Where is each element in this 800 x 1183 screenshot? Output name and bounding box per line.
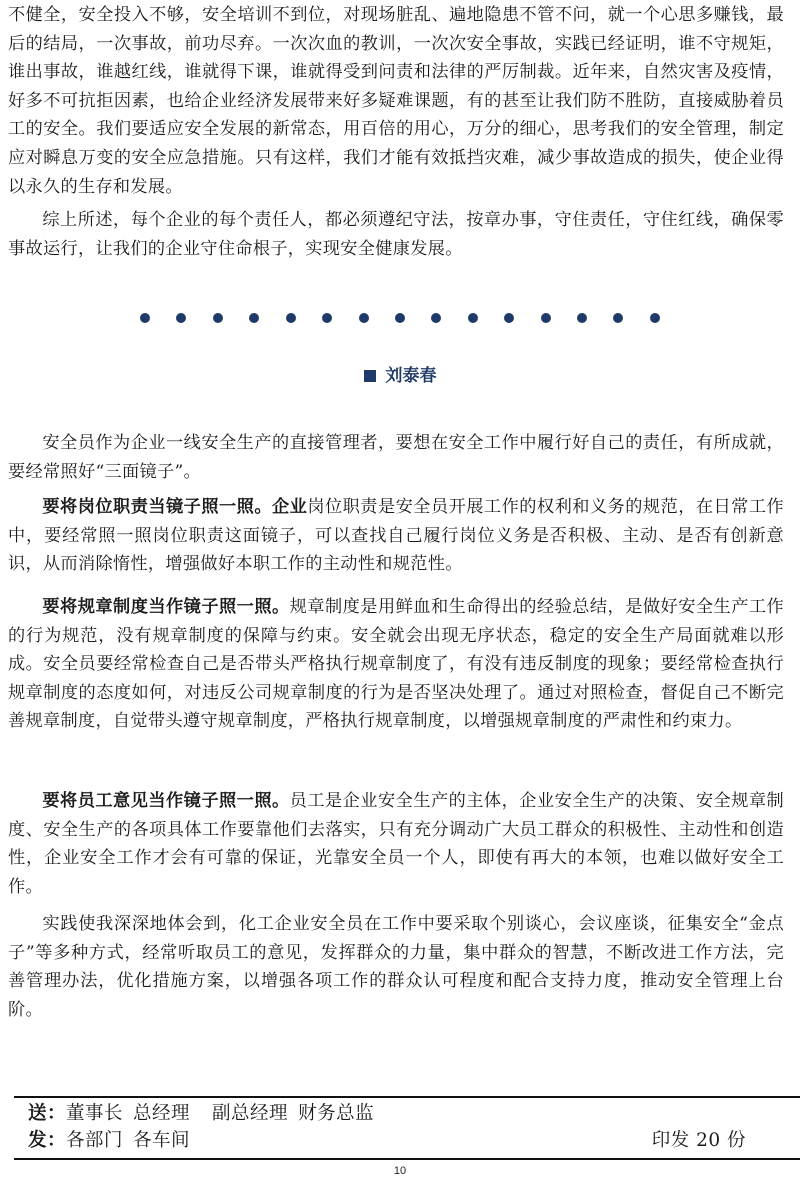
send-recipient: 总经理 (133, 1103, 191, 1124)
section-3-lead: 要将员工意见当作镜子照一照。 (42, 791, 290, 811)
issue-label: 发： (28, 1130, 67, 1151)
separator-dot (322, 313, 332, 323)
issue-recipient: 各部门 (66, 1130, 124, 1151)
separator-dot (359, 313, 369, 323)
section-2-lead: 要将规章制度当作镜子照一照。 (42, 597, 290, 617)
section-2-body: 规章制度是用鲜血和生命得出的经验总结，是做好安全生产工作的行为规范，没有规章制度的保障与约束。安全就会出现无序状态，稳定的安全生产局面就难以形成。安全员要经常检查自己是否带头严格执行规章制度了，有没有违反制度的现象；要经常检查执行规章制度的态度如何，对违反公司规章制度的行为是否坚决处理了。通过对照检查，督促自己不断完善规章制度，自觉带头遵守规章制度，严格执行规章制度，以增强规章制度的严肃性和约束力。 (8, 597, 785, 732)
section-2-paragraph (8, 593, 784, 736)
issue-to-line (28, 1127, 788, 1155)
separator-dot (613, 313, 623, 323)
square-bullet-icon (364, 370, 376, 382)
send-label: 送： (28, 1103, 67, 1124)
section-3-paragraph (8, 787, 784, 901)
article-author-heading (0, 364, 800, 388)
send-to-line (28, 1100, 788, 1128)
send-recipient: 财务总监 (298, 1103, 375, 1124)
separator-dot (468, 313, 478, 323)
separator-dot (504, 313, 514, 323)
separator-dot (176, 313, 186, 323)
section-separator (140, 311, 660, 325)
separator-dot (541, 313, 551, 323)
separator-dot (213, 313, 223, 323)
section-1-lead: 要将岗位职责当镜子照一照。企业 (42, 497, 308, 517)
section-1-body: 岗位职责是安全员开展工作的权利和义务的规范，在日常工作中，要经常照一照岗位职责这面镜子，可以查找自己履行岗位义务是否积极、主动、是否有创新意识，从而消除惰性，增强做好本职工作的主动性和规范性。 (8, 497, 784, 575)
separator-dot (395, 313, 405, 323)
separator-dot (577, 313, 587, 323)
continued-paragraph: 不健全，安全投入不够，安全培训不到位，对现场脏乱、遍地隐患不管不问，就一个心思多赚钱，最后的结局，一次事故，前功尽弃。一次次血的教训，一次次安全事故，实践已经证明，谁不守规矩，谁出事故，谁越红线，谁就得下课，谁就得受到问责和法律的严厉制裁。近年来，自然灾害及疫情，好多不可抗拒因素，也给企业经济发展带来好多疑难课题，有的甚至让我们防不胜防，直接威胁着员工的安全。我们要适应安全发展的新常态，用百倍的用心，万分的细心，思考我们的安全管理，制定应对瞬息万变的安全应急措施。只有这样，我们才能有效抵挡灾难，减少事故造成的损失，使企业得以永久的生存和发展。 (8, 5, 784, 197)
send-recipient: 董事长 (66, 1103, 124, 1124)
separator-dot (650, 313, 660, 323)
author-name: 刘泰春 (385, 366, 437, 386)
separator-dot (249, 313, 259, 323)
distribution-bottom-rule (14, 1158, 800, 1160)
summary-paragraph: 综上所述，每个企业的每个责任人，都必须遵纪守法，按章办事，守住责任，守住红线，确保零事故运行，让我们的企业守住命根子，实现安全健康发展。 (8, 210, 784, 259)
section-3-body: 员工是企业安全生产的主体，企业安全生产的决策、安全规章制度、安全生产的各项具体工作要靠他们去落实，只有充分调动广大员工群众的积极性、主动性和创造性，企业安全工作才会有可靠的保证，光靠安全员一个人，即使有再大的本领，也难以做好安全工作。 (8, 791, 785, 897)
section-1-paragraph (8, 493, 784, 579)
intro-paragraph: 安全员作为企业一线安全生产的直接管理者，要想在安全工作中履行好自己的责任，有所成就，要经常照好“三面镜子”。 (8, 433, 784, 482)
page-number: 10 (393, 1165, 407, 1177)
separator-dot (140, 313, 150, 323)
conclusion-paragraph: 实践使我深深地体会到，化工企业安全员在工作中要采取个别谈心，会议座谈，征集安全“金点子”等多种方式，经常听取员工的意见，发挥群众的力量，集中群众的智慧，不断改进工作方法，完善管理办法，优化措施方案，以增强各项工作的群众认可程度和配合支持力度，推动安全管理上台阶。 (8, 914, 784, 1020)
copies-count: 印发 20 份 (651, 1130, 746, 1151)
separator-dot (286, 313, 296, 323)
distribution-top-rule (14, 1096, 800, 1098)
issue-recipient: 各车间 (133, 1130, 191, 1151)
send-recipient: 副总经理 (212, 1103, 289, 1124)
separator-dot (431, 313, 441, 323)
